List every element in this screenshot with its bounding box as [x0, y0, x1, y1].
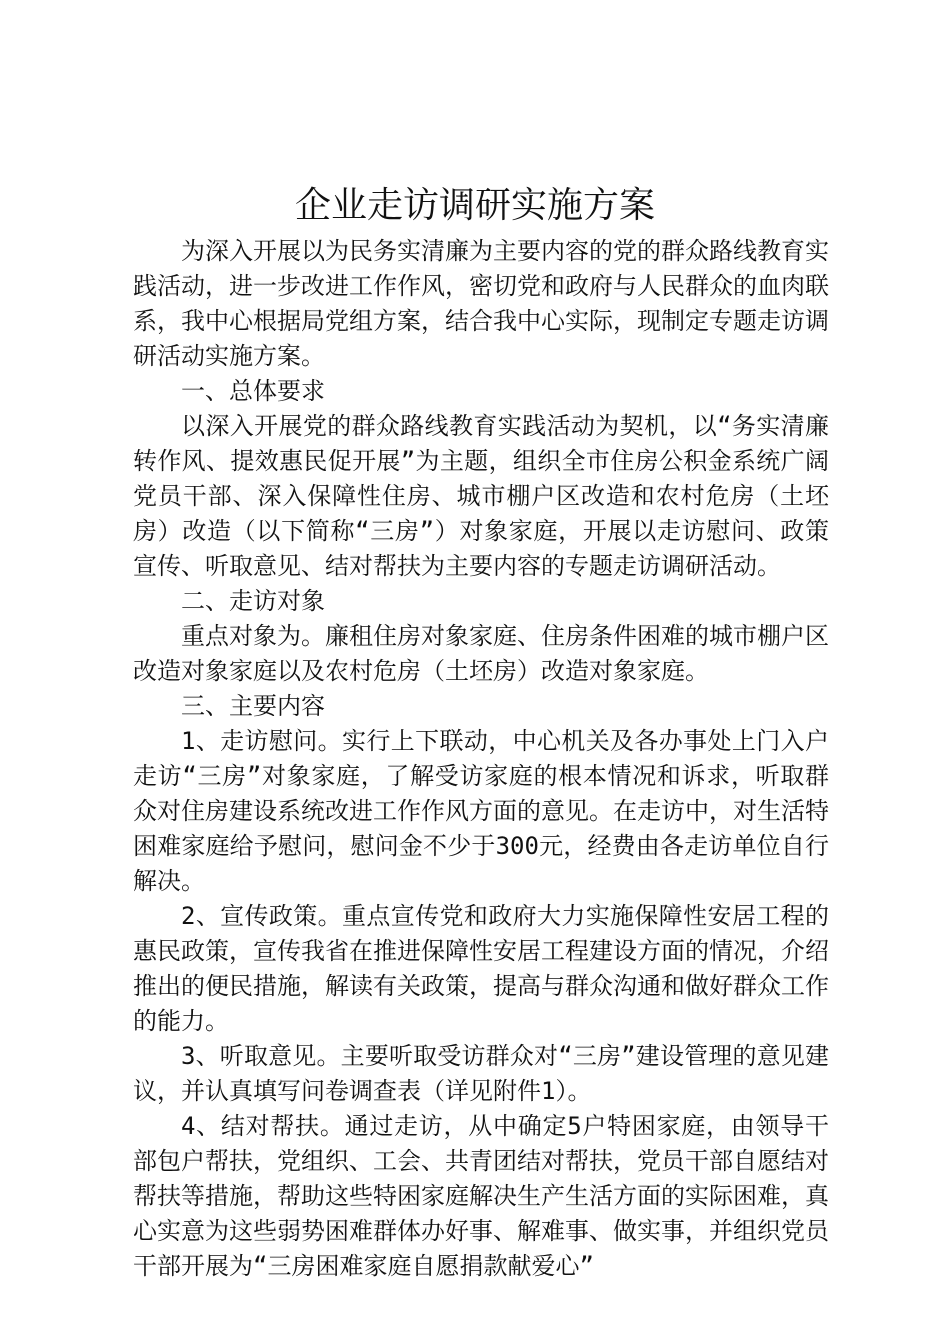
visit-targets-paragraph: 重点对象为。廉租住房对象家庭、住房条件困难的城市棚户区改造对象家庭以及农村危房（土坯房）改造对象家庭。	[133, 622, 829, 685]
content-item-listen-opinions: 3、听取意见。主要听取受访群众对“三房”建设管理的意见建议，并认真填写问卷调查表（详见附件1）。	[133, 1042, 829, 1105]
document-title: 企业走访调研实施方案	[294, 185, 655, 226]
section-heading-main-content: 三、主要内容	[181, 692, 325, 720]
general-requirements-paragraph: 以深入开展党的群众路线教育实践活动为契机，以“务实清廉转作风、提效惠民促开展”为主题，组织全市住房公积金系统广阔党员干部、深入保障性住房、城市棚户区改造和农村危房（土坯房）改造（以下简称“三房”）对象家庭，开展以走访慰问、政策宣传、听取意见、结对帮扶为主要内容的专题走访调研活动。	[133, 412, 829, 580]
content-item-paired-assistance: 4、结对帮扶。通过走访，从中确定5户特困家庭，由领导干部包户帮扶，党组织、工会、共青团结对帮扶，党员干部自愿结对帮扶等措施，帮助这些特困家庭解决生产生活方面的实际困难，真心实意为这些弱势困难群体办好事、解难事、做实事，并组织党员干部开展为“三房困难家庭自愿捐款献爱心”	[133, 1112, 829, 1280]
section-heading-visit-targets: 二、走访对象	[181, 587, 325, 615]
document-body	[133, 234, 829, 1284]
intro-paragraph: 为深入开展以为民务实清廉为主要内容的党的群众路线教育实践活动，进一步改进工作作风，密切党和政府与人民群众的血肉联系，我中心根据局党组方案，结合我中心实际，现制定专题走访调研活动实施方案。	[133, 237, 829, 370]
content-item-policy-publicity: 2、宣传政策。重点宣传党和政府大力实施保障性安居工程的惠民政策，宣传我省在推进保障性安居工程建设方面的情况，介绍推出的便民措施，解读有关政策，提高与群众沟通和做好群众工作的能力。	[133, 902, 829, 1035]
section-heading-general-requirements: 一、总体要求	[181, 377, 325, 405]
content-item-visit-condolence: 1、走访慰问。实行上下联动，中心机关及各办事处上门入户走访“三房”对象家庭，了解受访家庭的根本情况和诉求，听取群众对住房建设系统改进工作作风方面的意见。在走访中，对生活特困难家庭给予慰问，慰问金不少于300元，经费由各走访单位自行解决。	[133, 727, 829, 895]
